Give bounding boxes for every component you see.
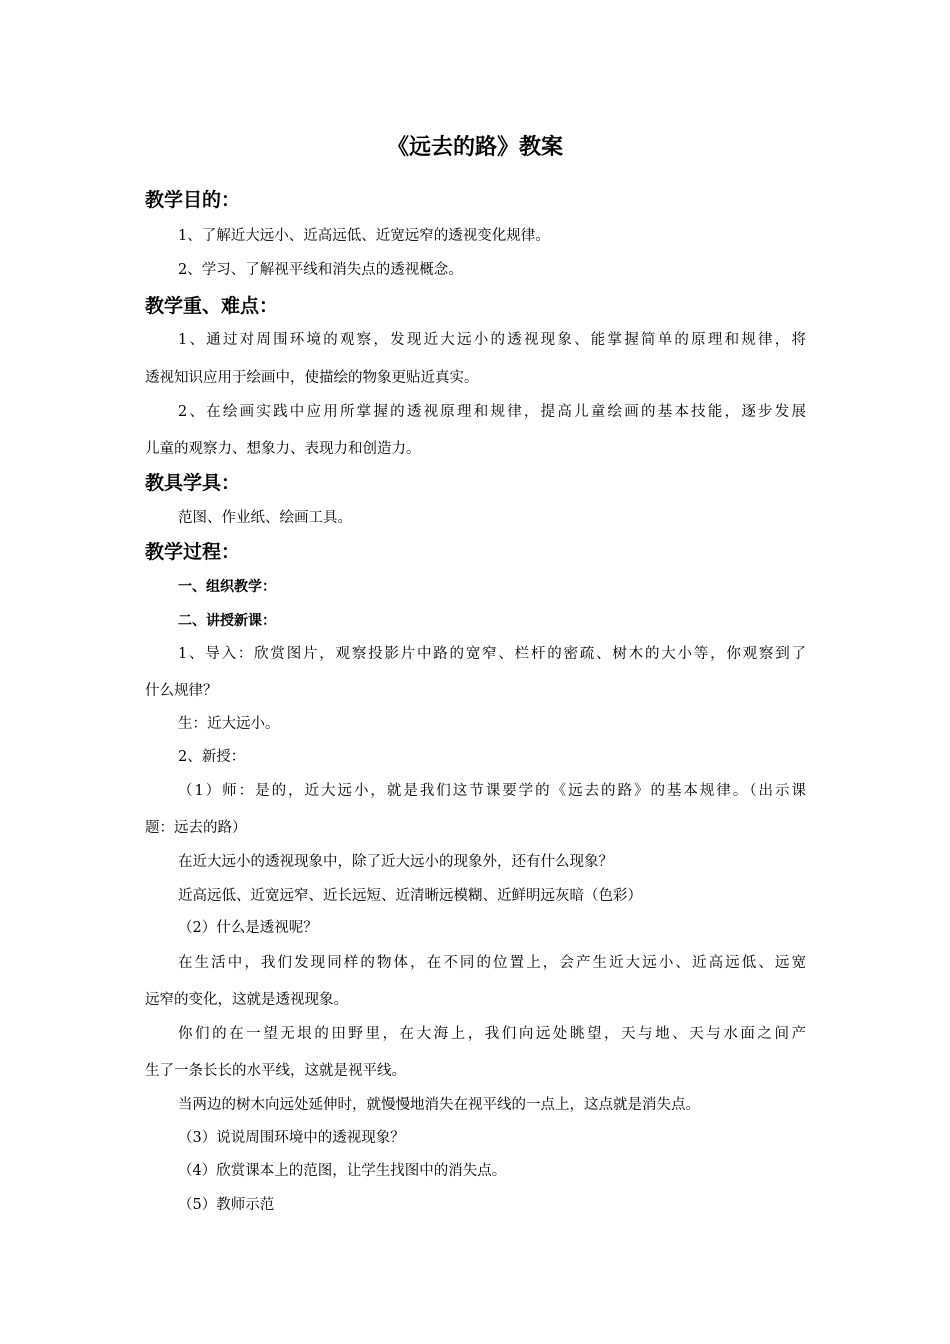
vanish-text: 当两边的树木向远处延伸时，就慢慢地消失在视平线的一点上，这点就是消失点。 <box>178 1097 700 1113</box>
key-point-2-line-1: 2、在绘画实践中应用所掌握的透视原理和规律，提高儿童绘画的基本技能，逐步发展 <box>178 404 806 420</box>
goal-item-1: 1、了解近大远小、近高远低、近宽远窄的透视变化规律。 <box>178 228 550 244</box>
process-subheading-1: 一、组织教学： <box>178 579 276 595</box>
tools-text: 范图、作业纸、绘画工具。 <box>178 510 352 526</box>
teacher-1-line-1: （1）师：是的，近大远小，就是我们这节课要学的《远去的路》的基本规律。（出示课 <box>178 783 806 799</box>
heading-goals: 教学目的： <box>145 189 241 211</box>
heading-tools: 教具学具： <box>145 472 241 494</box>
goal-item-2: 2、学习、了解视平线和消失点的透视概念。 <box>178 262 463 278</box>
heading-key-points: 教学重、难点： <box>145 295 279 317</box>
new-lesson-label: 2、新授： <box>178 749 246 765</box>
teacher-3: （3）说说周围环境中的透视现象？ <box>178 1130 405 1146</box>
field-line-2: 生了一条长长的水平线，这就是视平线。 <box>145 1063 406 1079</box>
answer-text: 近高远低、近宽远窄、近长远短、近清晰远模糊、近鲜明远灰暗（色彩） <box>178 888 642 904</box>
question-text: 在近大远小的透视现象中，除了近大远小的现象外，还有什么现象？ <box>178 854 613 870</box>
intro-line-1: 1、导入：欣赏图片，观察投影片中路的宽窄、栏杆的密疏、树木的大小等，你观察到了 <box>178 646 806 662</box>
intro-line-2: 什么规律？ <box>145 683 218 699</box>
heading-process: 教学过程： <box>145 541 241 563</box>
life-line-1: 在生活中，我们发现同样的物体，在不同的位置上，会产生近大远小、近高远低、远宽 <box>178 955 806 971</box>
student-answer: 生：近大远小。 <box>178 716 280 732</box>
key-point-1-line-2: 透视知识应用于绘画中，使描绘的物象更贴近真实。 <box>145 370 479 386</box>
teacher-5: （5）教师示范 <box>178 1197 275 1213</box>
key-point-2-line-2: 儿童的观察力、想象力、表现力和创造力。 <box>145 441 421 457</box>
key-point-1-line-1: 1、通过对周围环境的观察，发现近大远小的透视现象、能掌握简单的原理和规律，将 <box>178 332 806 348</box>
teacher-1-line-2: 题：远去的路） <box>145 820 247 836</box>
life-line-2: 远窄的变化，这就是透视现象。 <box>145 992 348 1008</box>
teacher-4: （4）欣赏课本上的范图，让学生找图中的消失点。 <box>178 1163 507 1179</box>
field-line-1: 你们的在一望无垠的田野里，在大海上，我们向远处眺望，天与地、天与水面之间产 <box>178 1026 806 1042</box>
process-subheading-2: 二、讲授新课： <box>178 613 276 629</box>
document-title: 《远去的路》教案 <box>386 135 563 160</box>
teacher-2: （2）什么是透视呢？ <box>178 920 318 936</box>
